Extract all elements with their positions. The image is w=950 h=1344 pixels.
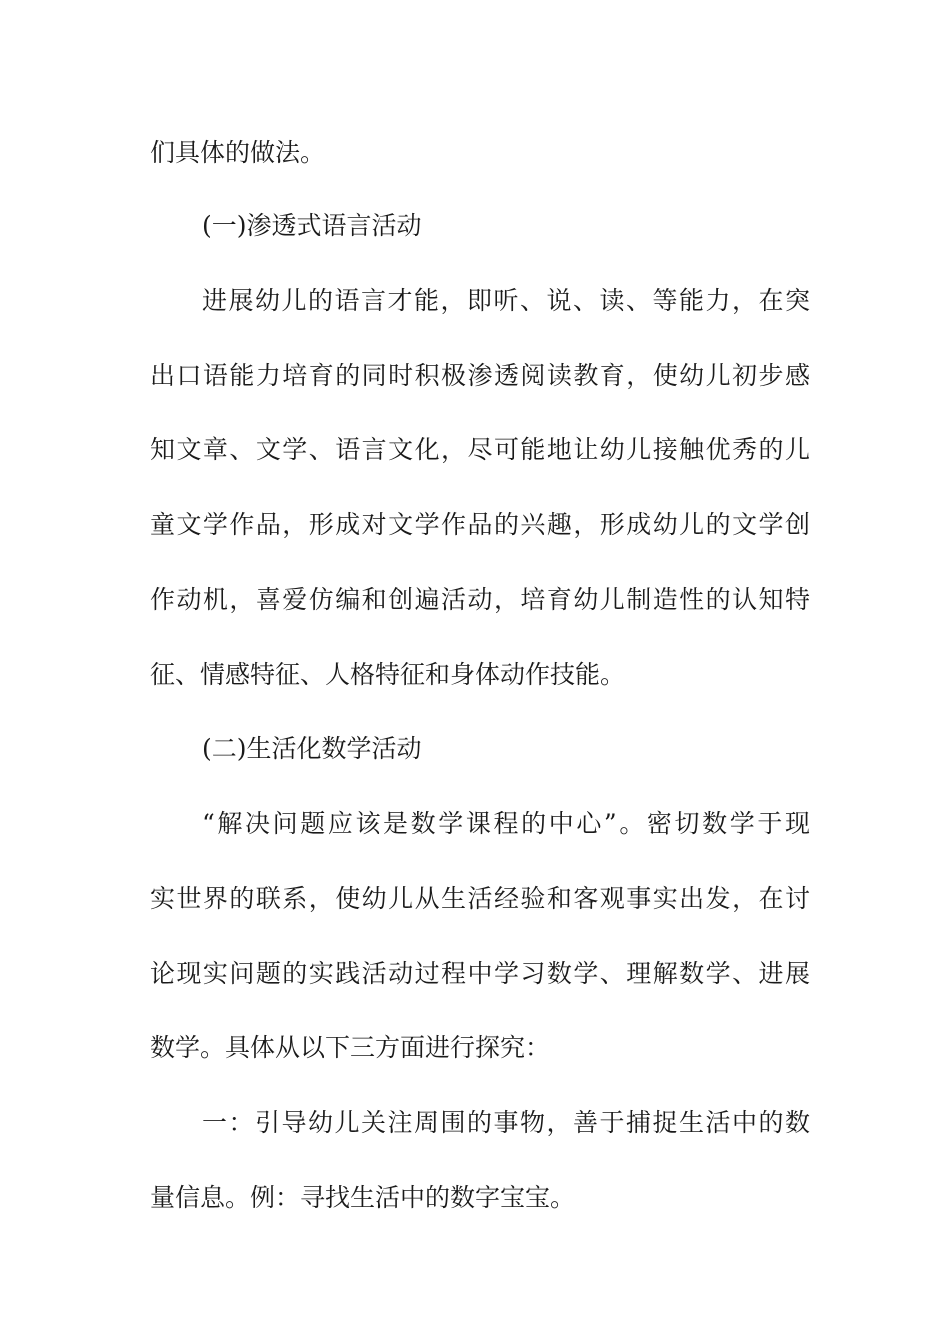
text-line: 数学。具体从以下三方面进行探究：	[150, 1033, 551, 1062]
text-line: “解决问题应该是数学课程的中心”。密切数学于现	[202, 809, 810, 838]
text-line: 作动机，喜爱仿编和创遍活动，培育幼儿制造性的认知特	[150, 585, 810, 614]
text-line: 征、情感特征、人格特征和身体动作技能。	[150, 660, 626, 689]
text-line: 一：引导幼儿关注周围的事物，善于捕捉生活中的数	[202, 1108, 810, 1137]
text-line: 进展幼儿的语言才能，即听、说、读、等能力，在突	[202, 286, 810, 315]
text-line: 实世界的联系，使幼儿从生活经验和客观事实出发，在讨	[150, 884, 810, 913]
section-heading: (二)生活化数学活动	[202, 734, 422, 763]
text-line: 出口语能力培育的同时积极渗透阅读教育，使幼儿初步感	[150, 361, 810, 390]
text-line: 知文章、文学、语言文化，尽可能地让幼儿接触优秀的儿	[150, 435, 810, 464]
text-line: 量信息。例：寻找生活中的数字宝宝。	[150, 1183, 576, 1212]
text-line: 们具体的做法。	[150, 138, 326, 167]
text-line: 童文学作品，形成对文学作品的兴趣，形成幼儿的文学创	[150, 510, 810, 539]
section-heading: (一)渗透式语言活动	[202, 211, 422, 240]
text-line: 论现实问题的实践活动过程中学习数学、理解数学、进展	[150, 959, 810, 988]
